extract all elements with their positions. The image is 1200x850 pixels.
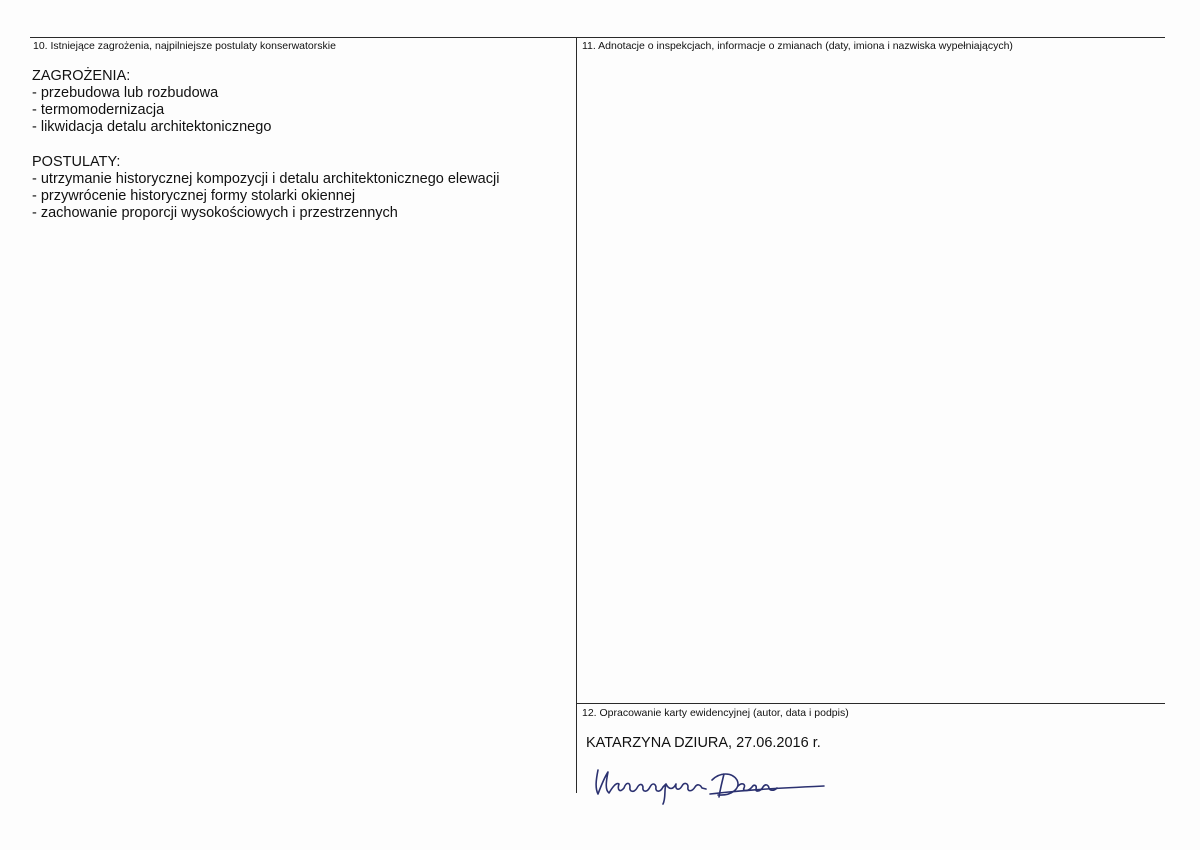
- list-item: - utrzymanie historycznej kompozycji i detalu architektonicznego elewacji: [32, 171, 499, 188]
- section11-label: 11. Adnotacje o inspekcjach, informacje o zmianach (daty, imiona i nazwiska wypełniających): [582, 40, 1013, 52]
- top-rule: [30, 37, 1165, 38]
- section12-label: 12. Opracowanie karty ewidencyjnej (autor, data i podpis): [582, 707, 849, 719]
- author-date: KATARZYNA DZIURA, 27.06.2016 r.: [586, 735, 821, 751]
- section10-content: [32, 68, 499, 222]
- list-item: - przebudowa lub rozbudowa: [32, 85, 499, 102]
- section10-label: 10. Istniejące zagrożenia, najpilniejsze postulaty konserwatorskie: [33, 40, 336, 52]
- postulates-list: [32, 171, 499, 222]
- signature: [592, 760, 832, 805]
- list-item: - termomodernizacja: [32, 102, 499, 119]
- list-item: - zachowanie proporcji wysokościowych i przestrzennych: [32, 205, 499, 222]
- section12-rule: [576, 703, 1165, 704]
- threats-list: [32, 85, 499, 136]
- threats-heading: ZAGROŻENIA:: [32, 68, 131, 84]
- list-item: - przywrócenie historycznej formy stolarki okiennej: [32, 188, 499, 205]
- list-item: - likwidacja detalu architektonicznego: [32, 119, 499, 136]
- column-divider: [576, 37, 577, 793]
- postulates-heading: POSTULATY:: [32, 154, 121, 170]
